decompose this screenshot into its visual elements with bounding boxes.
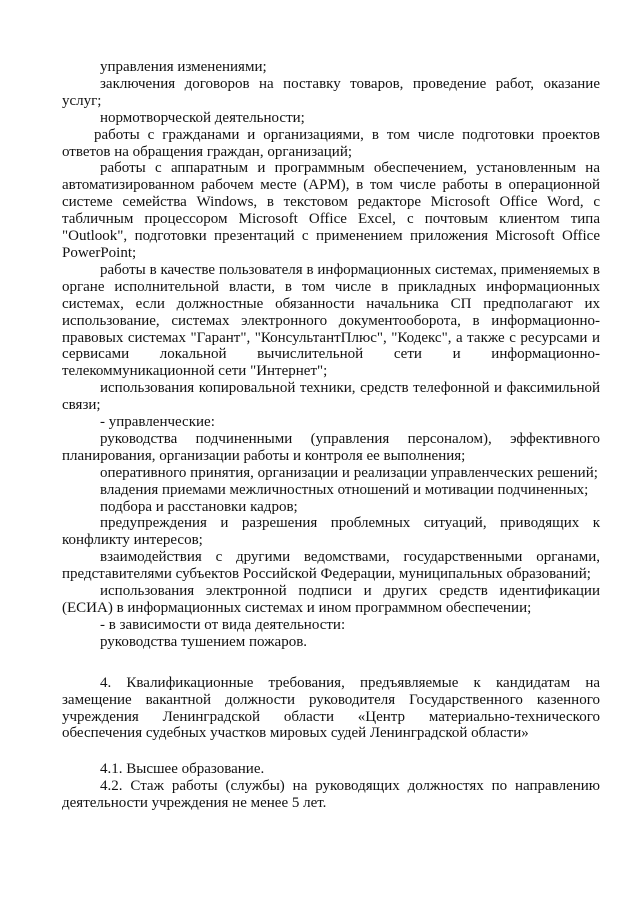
list-item: 4.1. Высшее образование. — [100, 761, 265, 778]
paragraph: использования электронной подписи и других средств идентификации (ЕСИА) в информационных системах и ином программном обеспечении; — [62, 583, 600, 616]
paragraph: взаимодействия с другими ведомствами, государственными органами, представителями субъектов Российской Федерации, муниципальных образований; — [62, 549, 600, 583]
paragraph: работы с аппаратным и программным обеспечением, установленным на автоматизированном рабочем месте (АРМ), в том числе работы в операционной системе семейства Windows, в текстовом редакторе Microsoft Office Word, с табличным процессором Microsoft Office Excel, с почтовым клиентом типа "Outlook", подготовки презентаций с применением приложения Microsoft Office PowerPoint; — [62, 160, 600, 261]
paragraph: предупреждения и разрешения проблемных ситуаций, приводящих к конфликту интересов; — [62, 515, 600, 549]
list-item: 4.2. Стаж работы (службы) на руководящих должностях по направлению деятельности учреждения не менее 5 лет. — [62, 778, 600, 812]
paragraph: руководства подчиненными (управления персоналом), эффективного планирования, организации работы и контроля ее выполнения; — [62, 430, 600, 464]
paragraph: заключения договоров на поставку товаров, проведение работ, оказание услуг; — [62, 75, 600, 109]
section-label: - в зависимости от вида деятельности: — [100, 616, 346, 633]
paragraph: использования копировальной техники, средств телефонной и факсимильной связи; — [62, 380, 600, 414]
section-label: - управленческие: — [100, 414, 215, 431]
paragraph: работы с гражданами и организациями, в том числе подготовки проектов ответов на обращения граждан, организаций; — [62, 126, 600, 160]
paragraph: работы в качестве пользователя в информационных системах, применяемых в органе исполнительной власти, в том числе в прикладных информационных системах, если должностные обязанности начальника СП предполагают их использование, системах электронного документооборота, в информационно-правовых системах "Гарант", "КонсультантПлюс", "Кодекс", а также с ресурсами и сервисами локальной вычислительной сети и информационно-телекоммуникационной сети "Интернет"; — [62, 261, 600, 380]
paragraph: руководства тушением пожаров. — [100, 633, 308, 650]
paragraph: управления изменениями; — [100, 59, 267, 75]
section-heading: 4. Квалификационные требования, предъявляемые к кандидатам на замещение вакантной должности руководителя Государственного казенного учреждения Ленинградской области «Центр материально-технического обеспечения судебных участков мировых судей Ленинградской области» — [62, 674, 600, 742]
paragraph: владения приемами межличностных отношений и мотивации подчиненных; — [100, 481, 589, 498]
paragraph: подбора и расстановки кадров; — [100, 498, 298, 515]
paragraph: нормотворческой деятельности; — [100, 109, 305, 126]
paragraph: оперативного принятия, организации и реализации управленческих решений; — [100, 464, 598, 481]
